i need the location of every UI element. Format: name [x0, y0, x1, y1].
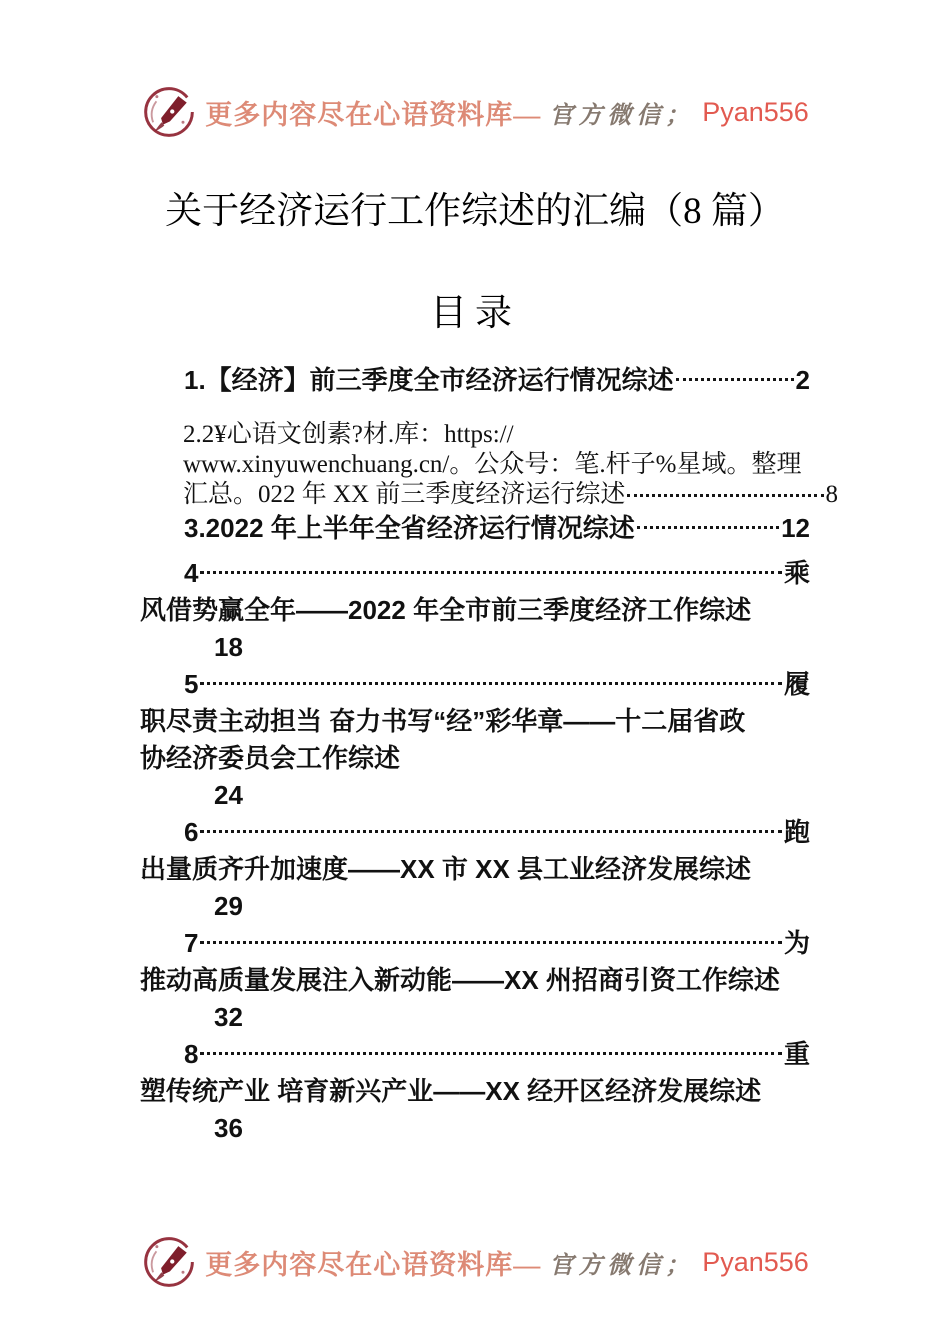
toc-tail-text: 2: [795, 365, 810, 395]
toc-line[interactable]: www.xinyuwenchuang.cn/。公众号：笔.杆子%星域。整理: [183, 451, 802, 478]
toc-line[interactable]: 职尽责主动担当 奋力书写“经”彩华章——十二届省政: [140, 706, 746, 736]
toc-entry: [140, 510, 810, 547]
watermark-wechat-id: Pyan556: [702, 1246, 809, 1277]
pen-seal-logo-icon: [141, 1234, 197, 1290]
toc-page-number[interactable]: 18: [214, 632, 243, 662]
toc-entry-text: 7: [184, 928, 199, 958]
toc-entry: [140, 925, 810, 1036]
toc-line[interactable]: [140, 510, 810, 547]
toc-entry-text: 5: [184, 669, 199, 699]
toc-line[interactable]: 2.2¥心语文创素?材.库：https://: [183, 421, 514, 448]
watermark-script-text: 官方微信；: [549, 102, 695, 129]
watermark-script-text: 官方微信；: [549, 1252, 695, 1279]
toc-line[interactable]: [140, 814, 810, 851]
toc-line[interactable]: [140, 1036, 810, 1073]
toc-page-number[interactable]: 24: [214, 780, 243, 810]
toc-line[interactable]: 推动高质量发展注入新动能——XX 州招商引资工作综述: [140, 965, 780, 995]
toc-line[interactable]: 塑传统产业 培育新兴产业——XX 经开区经济发展综述: [140, 1076, 762, 1106]
toc-entry-text: 6: [184, 817, 199, 847]
toc-entry: [140, 362, 810, 399]
toc-tail-text: 履: [783, 669, 810, 699]
toc-entry: [140, 814, 810, 925]
toc-entry-text: 1.【经济】前三季度全市经济运行情况综述: [184, 365, 674, 395]
toc-entry-text: 汇总。022 年 XX 前三季度经济运行综述: [183, 481, 626, 508]
toc-entry: [183, 420, 838, 510]
toc-tail-text: 12: [781, 513, 810, 543]
toc-line[interactable]: 协经济委员会工作综述: [140, 743, 401, 773]
page-title: 关于经济运行工作综述的汇编（8 篇）: [165, 191, 785, 232]
watermark-brand-text: 更多内容尽在心语资料库—: [205, 1249, 542, 1280]
watermark-brand-text: 更多内容尽在心语资料库—: [205, 99, 542, 130]
toc-line[interactable]: [140, 362, 810, 399]
toc-page-number[interactable]: 29: [214, 891, 243, 921]
watermark-wechat-id: Pyan556: [702, 96, 809, 127]
toc-line[interactable]: 风借势赢全年——2022 年全市前三季度经济工作综述: [140, 595, 752, 625]
toc-line[interactable]: [140, 925, 810, 962]
toc-entry-text: 3.2022 年上半年全省经济运行情况综述: [184, 513, 635, 543]
toc-page-number[interactable]: 36: [214, 1113, 243, 1143]
footer-watermark: [0, 1234, 950, 1290]
toc-tail-text: 跑: [783, 817, 810, 847]
toc-line[interactable]: [140, 555, 810, 592]
toc-entry: [140, 555, 810, 666]
toc-entry: [140, 1036, 810, 1147]
toc-page-number[interactable]: 32: [214, 1002, 243, 1032]
toc-line[interactable]: 出量质齐升加速度——XX 市 XX 县工业经济发展综述: [140, 854, 752, 884]
header-watermark: [0, 84, 950, 140]
toc-heading: 目录: [430, 293, 520, 334]
toc-entry: [140, 666, 810, 814]
toc-entry-text: 4: [184, 558, 199, 588]
toc-tail-text: 为: [783, 928, 810, 958]
toc-tail-text: 乘: [783, 558, 810, 588]
toc: [140, 362, 838, 1147]
toc-tail-text: 8: [825, 481, 838, 508]
toc-tail-text: 重: [783, 1039, 810, 1069]
pen-seal-logo-icon: [141, 84, 197, 140]
toc-entry-text: 8: [184, 1039, 199, 1069]
toc-line[interactable]: [140, 666, 810, 703]
toc-line[interactable]: [183, 480, 838, 510]
